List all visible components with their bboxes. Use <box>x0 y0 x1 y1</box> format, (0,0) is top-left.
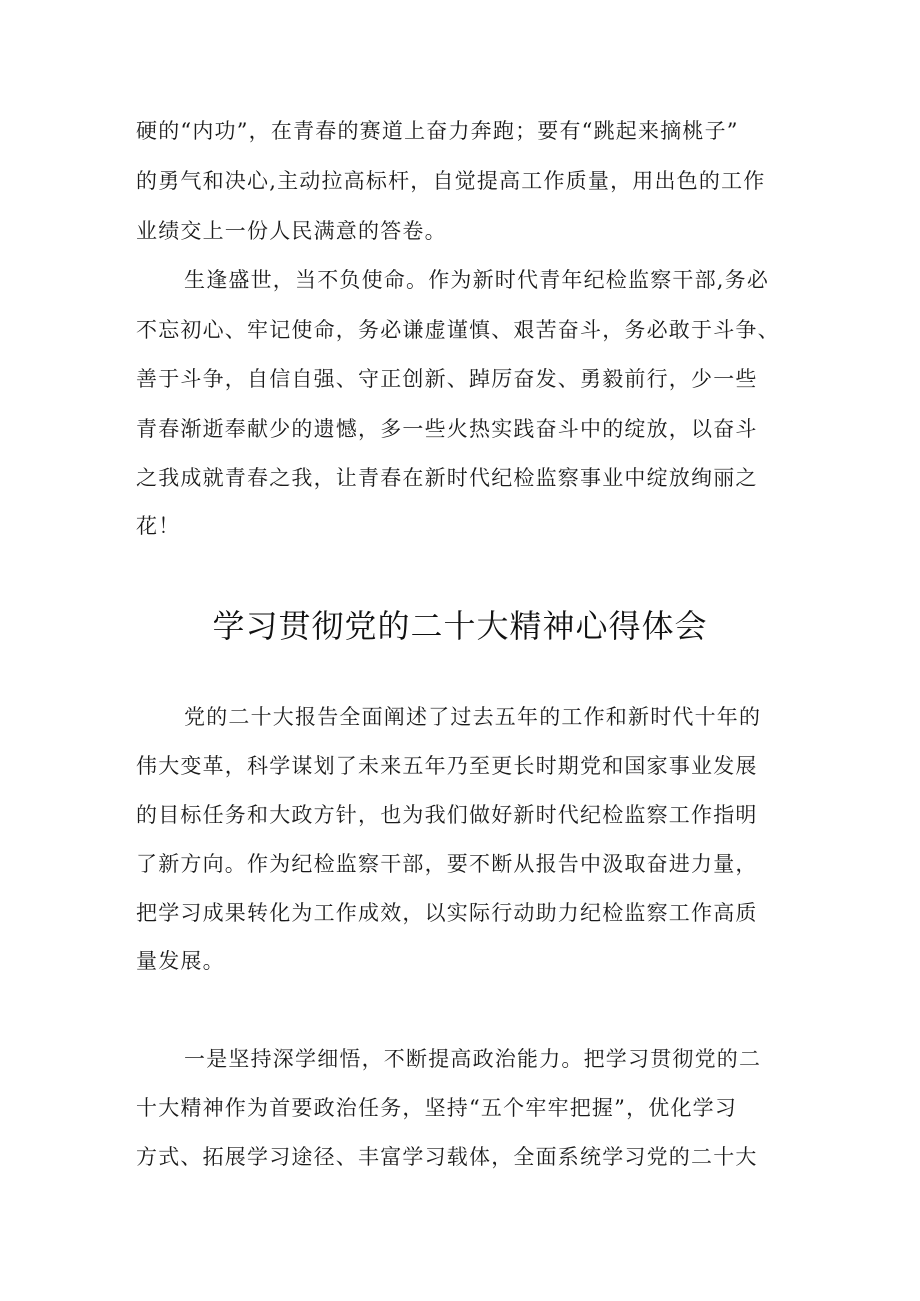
paragraph-line: 十大精神作为首要政治任务，坚持“五个牢牢把握”，优化学习 <box>136 1096 738 1120</box>
paragraph-line: 一是坚持深学细悟，不断提高政治能力。把学习贯彻党的二 <box>184 1047 762 1071</box>
document-title: 学习贯彻党的二十大精神心得体会 <box>212 607 708 645</box>
paragraph-line: 青春渐逝奉献少的遗憾，多一些火热实践奋斗中的绽放，以奋斗 <box>136 417 758 441</box>
paragraph-line: 之我成就青春之我，让青春在新时代纪检监察事业中绽放绚丽之 <box>136 466 758 490</box>
paragraph-line: 不忘初心、牢记使命，务必谦虚谨慎、艰苦奋斗，务必敢于斗争、 <box>136 318 780 342</box>
paragraph-line: 了新方向。作为纪检监察干部，要不断从报告中汲取奋进力量， <box>136 852 758 876</box>
paragraph-line: 党的二十大报告全面阐述了过去五年的工作和新时代十年的 <box>184 705 762 729</box>
paragraph-line: 方式、拓展学习途径、丰富学习载体，全面系统学习党的二十大 <box>136 1145 758 1169</box>
paragraph-line: 的勇气和决心,主动拉高标杆，自觉提高工作质量，用出色的工作 <box>136 169 766 193</box>
paragraph-line: 生逢盛世，当不负使命。作为新时代青年纪检监察干部,务必 <box>184 268 770 292</box>
paragraph-line: 善于斗争，自信自强、守正创新、踔厉奋发、勇毅前行，少一些 <box>136 367 758 391</box>
paragraph-line: 量发展。 <box>136 949 225 973</box>
paragraph-line: 伟大变革，科学谋划了未来五年乃至更长时期党和国家事业发展 <box>136 754 758 778</box>
paragraph-line: 业绩交上一份人民满意的答卷。 <box>136 219 447 243</box>
paragraph-line: 硬的“内功”，在青春的赛道上奋力奔跑；要有“跳起来摘桃子” <box>136 119 739 143</box>
paragraph-line: 的目标任务和大政方针，也为我们做好新时代纪检监察工作指明 <box>136 803 758 827</box>
paragraph-line: 把学习成果转化为工作成效，以实际行动助力纪检监察工作高质 <box>136 901 758 925</box>
paragraph-line: 花！ <box>136 514 181 538</box>
